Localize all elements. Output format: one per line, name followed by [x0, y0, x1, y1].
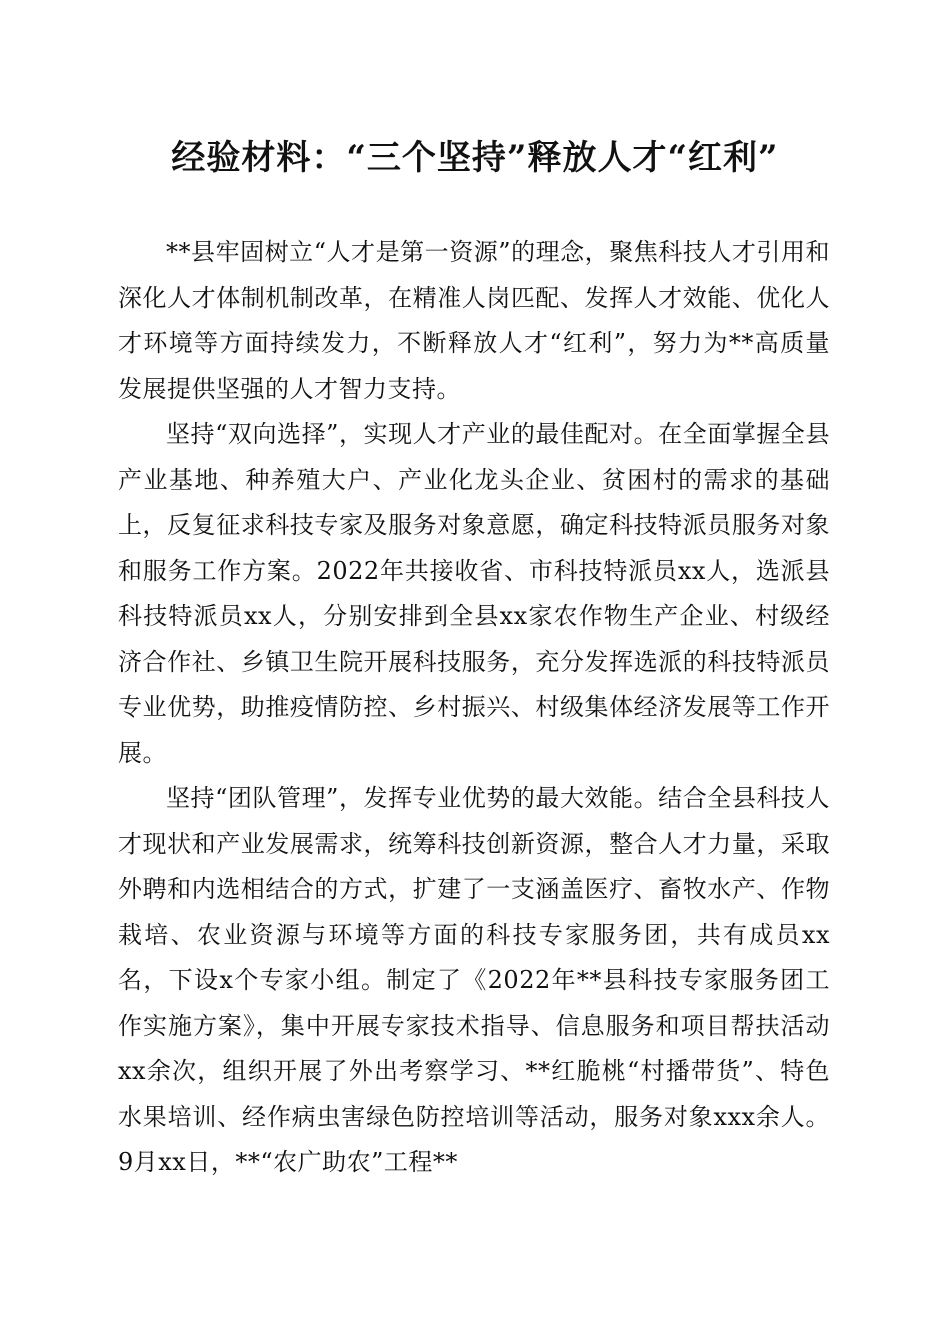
paragraph-two-way-selection: 坚持“双向选择”，实现人才产业的最佳配对。在全面掌握全县产业基地、种养殖大户、产业化龙头企业、贫困村的需求的基础上，反复征求科技专家及服务对象意愿，确定科技特派员服务对象和服务工作方案。2022年共接收省、市科技特派员xx人，选派县科技特派员xx人，分别安排到全县xx家农作物生产企业、村级经济合作社、乡镇卫生院开展科技服务，充分发挥选派的科技特派员专业优势，助推疫情防控、乡村振兴、村级集体经济发展等工作开展。 [118, 420, 830, 767]
document-body [118, 230, 830, 1186]
document-title: 经验材料：“三个坚持”释放人才“红利” [171, 138, 779, 178]
paragraph-team-management: 坚持“团队管理”，发挥专业优势的最大效能。结合全县科技人才现状和产业发展需求，统筹科技创新资源，整合人才力量，采取外聘和内选相结合的方式，扩建了一支涵盖医疗、畜牧水产、作物栽培、农业资源与环境等方面的科技专家服务团，共有成员xx名，下设x个专家小组。制定了《2022年**县科技专家服务团工作实施方案》，集中开展专家技术指导、信息服务和项目帮扶活动xx余次，组织开展了外出考察学习、**红脆桃“村播带货”、特色水果培训、经作病虫害绿色防控培训等活动，服务对象xxx余人。9月xx日，**“农广助农”工程** [118, 784, 830, 1176]
paragraph-intro: **县牢固树立“人才是第一资源”的理念，聚焦科技人才引用和深化人才体制机制改革，在精准人岗匹配、发挥人才效能、优化人才环境等方面持续发力，不断释放人才“红利”，努力为**高质量发展提供坚强的人才智力支持。 [118, 238, 830, 403]
